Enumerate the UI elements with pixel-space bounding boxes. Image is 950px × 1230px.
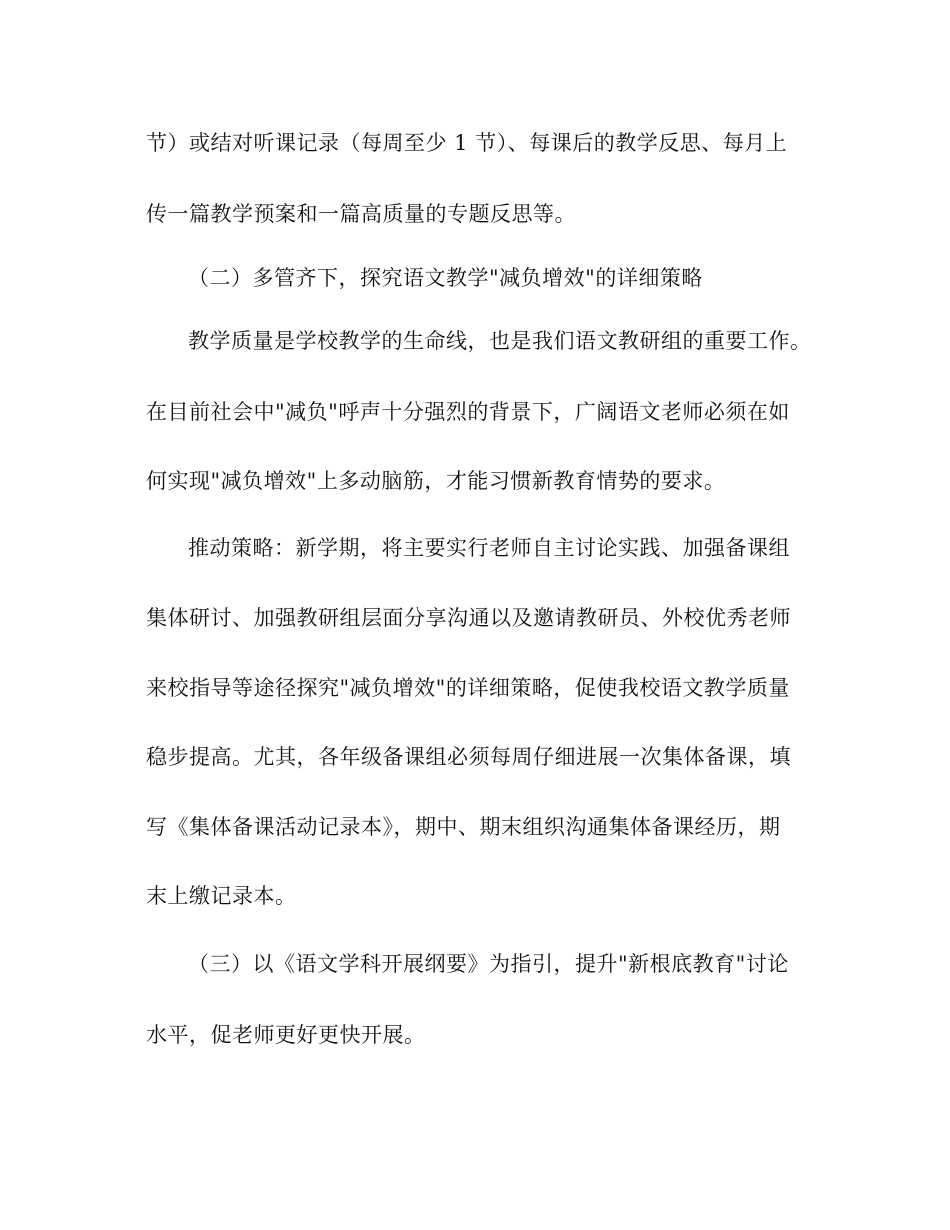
paragraph-line: 末上缴记录本。 — [146, 884, 297, 908]
paragraph-line: 在目前社会中"减负"呼声十分强烈的背景下，广阔语文老师必须在如 — [146, 400, 790, 424]
paragraph-line: 集体研讨、加强教研组层面分享沟通以及邀请教研员、外校优秀老师 — [146, 606, 791, 630]
paragraph-line: 教学质量是学校教学的生命线，也是我们语文教研组的重要工作。 — [188, 329, 812, 353]
paragraph-line: 推动策略：新学期，将主要实行老师自主讨论实践、加强备课组 — [188, 536, 790, 560]
paragraph-line: 何实现"减负增效"上多动脑筋，才能习惯新教育情势的要求。 — [146, 469, 726, 493]
section-heading: （二）多管齐下，探究语文教学"减负增效"的详细策略 — [188, 266, 703, 290]
paragraph-line: 稳步提高。尤其，各年级备课组必须每周仔细进展一次集体备课，填 — [146, 745, 791, 769]
paragraph-line: 写《集体备课活动记录本》，期中、期末组织沟通集体备课经历，期 — [146, 815, 781, 839]
paragraph-line: 传一篇教学预案和一篇高质量的专题反思等。 — [146, 202, 576, 226]
paragraph-line: 节）或结对听课记录（每周至少 1 节）、每课后的教学反思、每月上 — [146, 131, 788, 155]
paragraph-line: 来校指导等途径探究"减负增效"的详细策略，促使我校语文教学质量 — [146, 676, 790, 700]
section-heading: （三）以《语文学科开展纲要》为指引，提升"新根底教育"讨论 — [188, 952, 789, 976]
paragraph-line: 水平，促老师更好更快开展。 — [146, 1023, 426, 1047]
